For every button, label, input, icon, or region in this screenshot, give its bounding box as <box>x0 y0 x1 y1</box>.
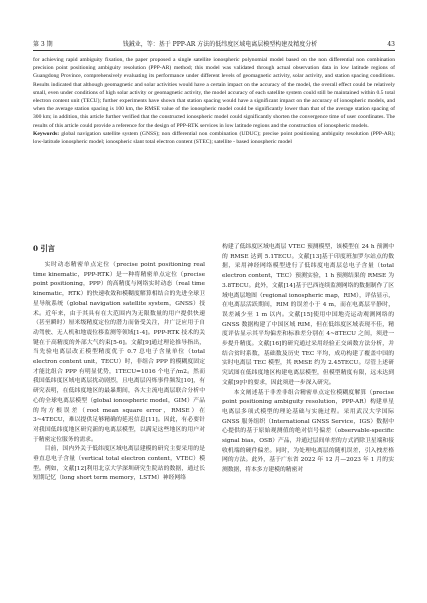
english-abstract <box>33 56 395 146</box>
paragraph-continuation: 构建了低纬度区域电离层 VTEC 预测模型，该模型在 24 h 预测中的 RMSE 达到 5.1TECU。文献[13]基于印度班加罗尔站点的数据，采用神经网络模型进行了低纬度电离层总电子含量（total electron content，TEC）预测实验，1 h 预测结果的 RMSE 为 3.8TECU。此外，文献[14]基于巴西连续监测网络的数据制作了区域电离层地图（regional ionospheric map，RIM），评估显示，在电离层活跃期间，RIM 的误差小于 4 m，而在电离层平静时，误差减少至 1 m 以内。文献[15]使用中国地壳运动观测网络的 GNSS 数据构建了中国区域 RIM，但在低纬度区域表现不佳，精度评估显示其平均偏差和标准差分别在 4~8TECU 之间，须进一步提升精度。文献[16]的研究通过采用经验正交函数方法分析，并结合贫时系数，基础数及历史 TEC 平均，成功构建了覆盖中国的实时电离层 TEC 模型，其 RMSE 约为 2.45TECU。尽管上述研究试图在低纬度地区构建电离层模型，但模型精度有限，远未达到文献[9]中的要求，因此须进一步深入研究。 <box>222 244 394 386</box>
running-header <box>33 38 395 48</box>
abstract-body: for achieving rapid ambiguity fixation, the paper proposed a single satellite ionospheric polynomial model based on the non differential non combination precision point positioning ambiguity resolution (PPP-AR) method; this model was validated through actual observation data in low latitude regions of Guangdong Province, comprehensively evaluating its performance under different levels of geomagnetic activity, solar activity, and station spacing conditions. Results indicated that although geomagnetic and solar activities would have a certain impact on the accuracy of the model, the overall effect could be relatively small, even under conditions of high solar activity or geomagnetic activity, the model accuracy of each satellite system could still be maintained within 0.5 total electron content unit (TECU); further experiments have shown that station spacing would have a significant impact on the accuracy of ionospheric models, and when the average station spacing is 100 km, the RMSE value of the ionospheric model could be significantly lower than that of the average station spacing of 300 km; in addition, this article further verified that the constructed ionospheric model could significantly shorten the convergence time of user coordinates. The results of this article could provide a reference for the design of PPP-RTK services in low latitude regions and the construction of ionospheric models. <box>33 57 395 129</box>
keywords-list: global navigation satellite system (GNSS); non differential non combination (UDUC); precise point positioning ambiguity resolution (PPP-AR); low-latitude ionospheric model; ionospheric slant total electron content (STEC); satellite - based ionospheric model <box>33 130 395 146</box>
left-column <box>33 243 205 484</box>
keywords-label: Keywords: <box>33 130 60 137</box>
section-title: 0 引言 <box>33 244 55 253</box>
page-number: 43 <box>387 41 395 48</box>
running-title: 钱銊业，等：基于 PPP-AR 方法的低纬度区域电离层模型构建及精度分析 <box>122 41 318 48</box>
right-column <box>222 243 394 476</box>
paragraph-method: 本文阐述基于非差非组合精密单点定位模糊度解算（precise point positioning ambiguity resolution，PPP-AR）构建单星电离层多项式模型的理论基础与实施过程。采用武汉大学国际 GNSS 服务组织（International GNSS Service，IGS）数据中心提供的基于原始观测值的绝对信号偏差（observable-specific signal bias，OSB）产品，并通过层间单差的方式消除卫星端和接收机端的硬件偏差。同时，为处理电离层的随机误差，引入拽差格网的方法。此外，基于广东省 2022 年 12 月—2023 年 1 月的实测数据，将本多方建模的精密对 <box>222 389 394 474</box>
paragraph-intro-1: 实时动态精密单点定位（precise point positioning real time kinematic，PPP-RTK）是一种将精密单点定位（precise point positioning，PPP）的高精度与网络实时动态（real time kinematic，RTK）的快速收敛和模糊度解算相结合的先进全球卫星导航系统（global navigation satellite system，GNSS）技术。近年来，由于其具有在大范围内为无限数量的用户提供快速（甚至瞬时）厘米级精度定位的潜力而备受关注，并广泛应用于自动驾驶、无人机和地震位移监测等领域[1-4]。PPP-RTK 技术的关键在于高精度的外部大气约束[5-6]。文献[9]通过理论推导指出，当先验电离层改正模型精度优于 0.7 总电子含量单位（total electron content unit，TECU）时，非组合 PPP 的模糊度固定才能比组合 PPP 有明显优势，1TECU=1016 个电子/m2。然而我国低纬度区域电离层扰动剧烈，且电离层闪烁事件频发[10]，有研究表明，在低纬度地区的最暴期间，各大主流电离层联合分析中心的全球电离层模型（global ionospheric model，GIM）产品的均方根误差（root mean square error，RMSE）在 3~4TECU，难以提供足够精确的延迟信息[11]。因此，有必要针对我国低纬度地区研究新的电离层模型，以满足这些地区的用户对于精密定位服务的需求。 <box>33 262 205 443</box>
issue-label: 第 3 期 <box>33 41 53 48</box>
paragraph-intro-2: 目前，国内外关于低纬度区域电离层建模的研究主要采用的是垂直总电子含量（vertical total electron content，VTEC）模型。例如，文献[12]利用北京大学深圳研究生院站的数据，通过长短期记忆（long short term memory，LSTM）神经网络 <box>33 446 205 482</box>
header-rule <box>33 50 395 51</box>
